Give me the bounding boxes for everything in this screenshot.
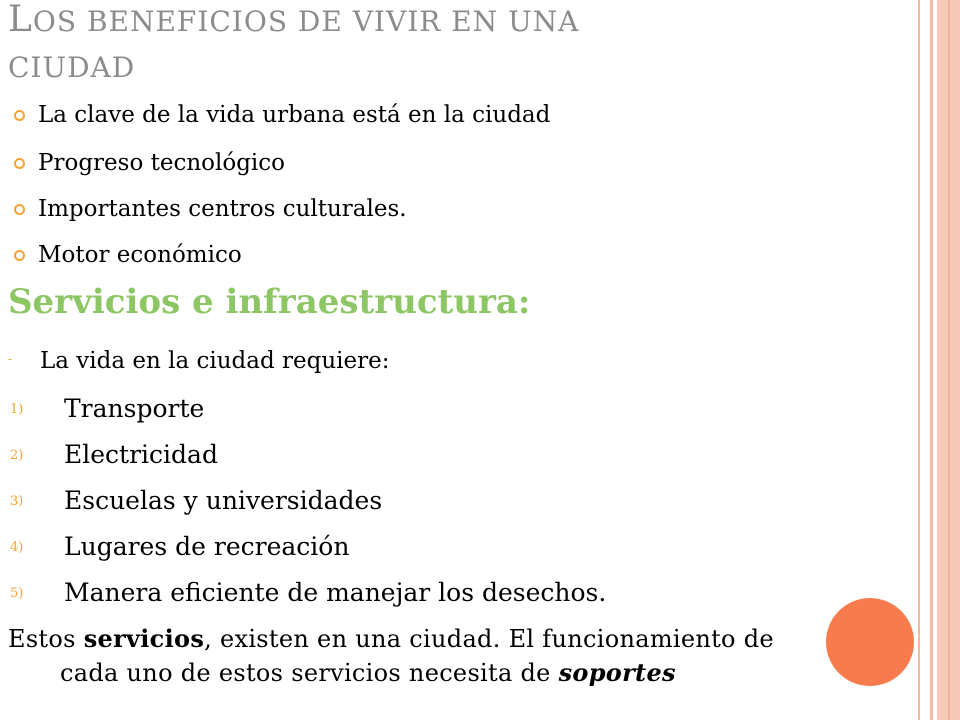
number-marker: 5) <box>10 586 24 601</box>
bullet-text: Motor económico <box>38 242 242 268</box>
bullet-ring-icon <box>14 158 25 169</box>
dash-marker: - <box>8 352 13 366</box>
slide-title <box>8 0 579 90</box>
dash-text: La vida en la ciudad requiere: <box>40 348 390 374</box>
paragraph-emphasis-term: soportes <box>558 658 676 687</box>
paragraph-bold-term: servicios <box>83 624 205 653</box>
section-subheading: Servicios e infraestructura: <box>8 282 531 322</box>
title-line-2: CIUDAD <box>8 51 136 84</box>
closing-paragraph <box>8 622 938 690</box>
bullet-ring-icon <box>14 250 25 261</box>
numbered-text: Escuelas y universidades <box>64 486 383 515</box>
numbered-text: Transporte <box>64 394 205 423</box>
decorative-stripe <box>930 0 933 720</box>
paragraph-text: cada uno de estos servicios necesita de <box>60 659 559 687</box>
number-marker: 4) <box>10 540 24 555</box>
number-marker: 1) <box>10 402 24 417</box>
number-marker: 2) <box>10 448 24 463</box>
numbered-text: Electricidad <box>64 440 218 469</box>
title-initial: L <box>8 0 33 40</box>
decorative-stripe <box>918 0 920 720</box>
bullet-ring-icon <box>14 204 25 215</box>
decorative-stripe <box>948 0 950 720</box>
bullet-text: La clave de la vida urbana está en la ciudad <box>38 102 551 128</box>
numbered-text: Manera eficiente de manejar los desechos. <box>64 578 607 607</box>
paragraph-text: , existen en una ciudad. El funcionamiento de <box>204 625 774 653</box>
bullet-text: Progreso tecnológico <box>38 150 286 176</box>
title-line-1: OS BENEFICIOS DE VIVIR EN UNA <box>32 5 580 38</box>
paragraph-text: Estos <box>8 625 84 653</box>
numbered-text: Lugares de recreación <box>64 532 350 561</box>
number-marker: 3) <box>10 494 24 509</box>
bullet-ring-icon <box>14 110 25 121</box>
bullet-text: Importantes centros culturales. <box>38 196 407 222</box>
